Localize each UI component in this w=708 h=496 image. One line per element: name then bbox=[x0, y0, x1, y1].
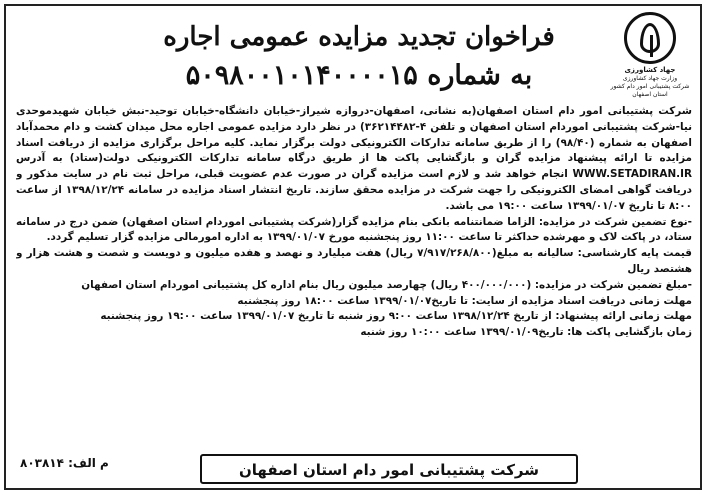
paragraph-guarantee-type bbox=[16, 215, 692, 247]
doc-deadline-lead: مهلت زمانی دریافت اسناد مزایده از سایت: bbox=[471, 294, 692, 307]
logo-ministry: وزارت جهاد کشاورزی bbox=[622, 75, 678, 82]
base-price-text: سالیانه به مبلغ(۷/۹۱۷/۲۶۸/۸۰۰ ریال) هفت میلیارد و نهصد و هفده میلیون و دویست و شصت و هشت هزار و هشتصد ریال bbox=[16, 247, 692, 275]
guarantee-type-lead: -نوع تضمین شرکت در مزایده: bbox=[538, 215, 692, 228]
paragraph-opening bbox=[16, 325, 692, 341]
setad-url: WWW.SETADIRAN.IR bbox=[572, 168, 692, 181]
guarantee-type-text: الزاما ضمانتنامه بانکی بنام مزایده گزار(شرکت پشتیبانی اموردام استان اصفهان) ضمن درج در سامانه ستاد، در پاکت لاک و مهرشده حداکثر تا ساعت ۱۱:۰۰ روز پنجشنبه مورخ ۱۳۹۹/۰۱/۰۷ به اداره امورمالی مزایده گزار تسلیم گردد. bbox=[16, 215, 692, 244]
intro-lead: شرکت پشتیبانی امور دام استان اصفهان bbox=[476, 105, 692, 117]
offer-deadline-lead: مهلت زمانی ارائه پیشنهاد: bbox=[555, 310, 692, 323]
logo-name: جهاد کشاورزی bbox=[624, 66, 676, 74]
page-title: فراخوان تجدید مزایده عمومی اجاره bbox=[163, 22, 555, 52]
tender-number: به شماره ۵۰۹۸۰۰۱۰۱۴۰۰۰۰۱۵ bbox=[185, 60, 533, 91]
guarantee-amount-lead: -مبلغ تضمین شرکت در مزایده: bbox=[534, 278, 692, 291]
leaf-emblem-icon bbox=[624, 12, 676, 64]
intro-text: (به نشانی، اصفهان-دروازه شیراز-خیابان دانشگاه-خیابان توحید-نبش خیابان شهیدموحدی نیا-شرکت پشتیبانی اموردام استان اصفهان و تلفن ۴-۳۶۲۱۴۴۸۲) در نظر دارد مزایده عمومی اجاره محل میدان کشت و دام محمدآباد اصفهان به شماره (۹۸/۴۰) را از طریق سامانه تدارکات الکترونیکی دولت برگزار نماید. کلیه مراحل برگزاری مزایده از دریافت اسناد مزایده تا ارائه پیشنهاد مزایده گران و بازگشایی پاکت ها از طریق درگاه سامانه تدارکات الکترونیکی دولت(ستاد) به آدرس bbox=[16, 105, 692, 165]
doc-deadline-text: تا تاریخ۱۳۹۹/۰۱/۰۷ ساعت ۱۸:۰۰ روز پنجشنبه bbox=[237, 294, 468, 307]
opening-lead: زمان بازگشایی پاکت ها: bbox=[567, 326, 692, 339]
logo-org: شرکت پشتیبانی امور دام کشور bbox=[610, 83, 690, 90]
guarantee-amount-text: (۴۰۰/۰۰۰/۰۰۰ ریال) چهارصد میلیون ریال بنام اداره کل پشتیبانی اموردام استان اصفهان bbox=[81, 278, 532, 291]
offer-deadline-text: از تاریخ ۱۳۹۸/۱۲/۲۴ ساعت ۹:۰۰ روز شنبه تا تاریخ ۱۳۹۹/۰۱/۰۷ ساعت ۱۹:۰۰ روز پنجشنبه bbox=[100, 310, 552, 323]
paragraph-doc-deadline bbox=[16, 294, 692, 310]
logo-branch: استان اصفهان bbox=[632, 91, 668, 98]
paragraph-guarantee-amount bbox=[16, 278, 692, 294]
reference-code: م الف: ۸۰۳۸۱۴ bbox=[20, 456, 109, 470]
ad-body bbox=[16, 104, 692, 422]
opening-text: تاریخ۱۳۹۹/۰۱/۰۹ ساعت ۱۰:۰۰ روز شنبه bbox=[360, 326, 564, 339]
footer-company-box: شرکت پشتیبانی امور دام استان اصفهان bbox=[200, 454, 578, 484]
paragraph-base-price bbox=[16, 246, 692, 278]
intro-text-2: انجام خواهد شد و لازم است مزایده گران در صورت عدم عضویت قبلی، مراحل ثبت نام در سایت مذکور و دریافت گواهی امضای الکترونیکی را جهت شرکت در مزایده محقق سازند. تاریخ انتشار اسناد مزایده در سامانه ۱۳۹۸/۱۲/۲۴ از ساعت ۸:۰۰ تا تاریخ ۱۳۹۹/۰۱/۰۷ ساعت ۱۹:۰۰ می باشد. bbox=[16, 168, 692, 212]
paragraph-intro bbox=[16, 104, 692, 215]
logo bbox=[604, 12, 696, 102]
paragraph-offer-deadline bbox=[16, 309, 692, 325]
base-price-lead: قیمت پایه کارشناسی: bbox=[577, 247, 692, 260]
